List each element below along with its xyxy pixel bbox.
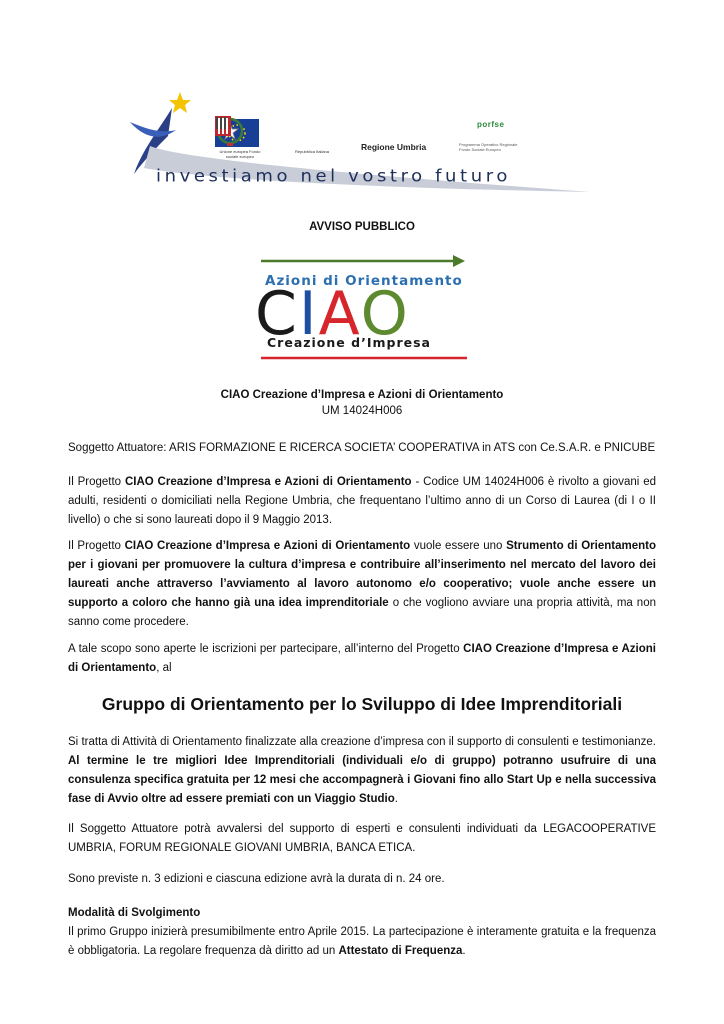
paragraph-edizioni: Sono previste n. 3 edizioni e ciascuna edizione avrà la durata di n. 24 ore. [68, 873, 445, 885]
paragraph-modalita: Modalità di Svolgimento Il primo Gruppo inizierà presumibilmente entro Aprile 2015. La partecipazione è interamente gratuita e la frequenza è obbligatoria. La regolare frequenza dà diritto ad un Attestato di Frequenza. [68, 904, 656, 961]
logo-bottom-line: Creazione d’Impresa [267, 335, 431, 350]
umbria-label: Regione Umbria [361, 142, 427, 152]
header-banner [120, 88, 600, 198]
porfse-mark-icon [215, 116, 227, 130]
project-title: CIAO Creazione d’Impresa e Azioni di Orientamento [220, 389, 504, 401]
paragraph-attivita: Si tratta di Attività di Orientamento finalizzate alla creazione d’impresa con il supporto di consulenti e testimonianze. Al termine le tre migliori Idee Imprenditoriali (individuali e/o di gruppo) potranno usufruire di una consulenza specifica gratuita per 12 mesi che accompagnerà i Giovani fino allo Start Up e nella successiva fase di Avvio oltre ad essere premiati con un Viaggio Studio. [68, 736, 656, 805]
eu-caption: Unione europea Fondo sociale europeo [219, 149, 261, 159]
italian-caption: Repubblica Italiana [294, 149, 330, 154]
paragraph-iscrizioni: A tale scopo sono aperte le iscrizioni per partecipare, all’interno del Progetto CIAO Creazione d’Impresa e Azioni di Orientamento, al [68, 643, 656, 674]
project-code: UM 14024H006 [321, 405, 403, 417]
ciao-logo [255, 251, 470, 371]
modalita-heading: Modalità di Svolgimento [68, 907, 201, 919]
notice-heading: AVVISO PUBBLICO [309, 221, 415, 233]
partner-logos [215, 116, 555, 160]
porfse-label: porfse [477, 120, 505, 129]
paragraph-strumento: Il Progetto CIAO Creazione d’Impresa e Azioni di Orientamento vuole essere uno Strumento di Orientamento per i giovani per promuovere la cultura d’impresa e contribuire all’inserimento nel mercato del lavoro dei laureati anche attraverso l’avviamento al lavoro autonomo e/o cooperativo; vuole anche essere un supporto a coloro che hanno già una idea imprenditoriale o che vogliono avviare una propria attività, ma non sanno come procedere. [68, 540, 656, 628]
section-title: Gruppo di Orientamento per lo Sviluppo di Idee Imprenditoriali [101, 694, 623, 714]
paragraph-rivolto: Il Progetto CIAO Creazione d’Impresa e Azioni di Orientamento - Codice UM 14024H006 è rivolto a giovani ed adulti, residenti o domiciliati nella Regione Umbria, che frequentano l’ultimo anno di un Corso di Laurea (di I o II livello) o che si sono laureati dopo il 9 Maggio 2013. [68, 476, 656, 526]
paragraph-attuatore: Soggetto Attuatore: ARIS FORMAZIONE E RICERCA SOCIETA’ COOPERATIVA in ATS con Ce.S.A.R. e PNICUBE [68, 442, 656, 454]
paragraph-supporto: Il Soggetto Attuatore potrà avvalersi del supporto di esperti e consulenti individuati da LEGACOOPERATIVE UMBRIA, FORUM REGIONALE GIOVANI UMBRIA, BANCA ETICA. [68, 823, 656, 854]
slogan: investiamo nel vostro futuro [156, 166, 511, 187]
logo-top-line: Azioni di Orientamento [265, 273, 463, 289]
logo-ciao-word: CIAO [255, 279, 410, 349]
porfse-caption: Programma Operativo Regionale Fondo Sociale Europeo [459, 142, 518, 152]
